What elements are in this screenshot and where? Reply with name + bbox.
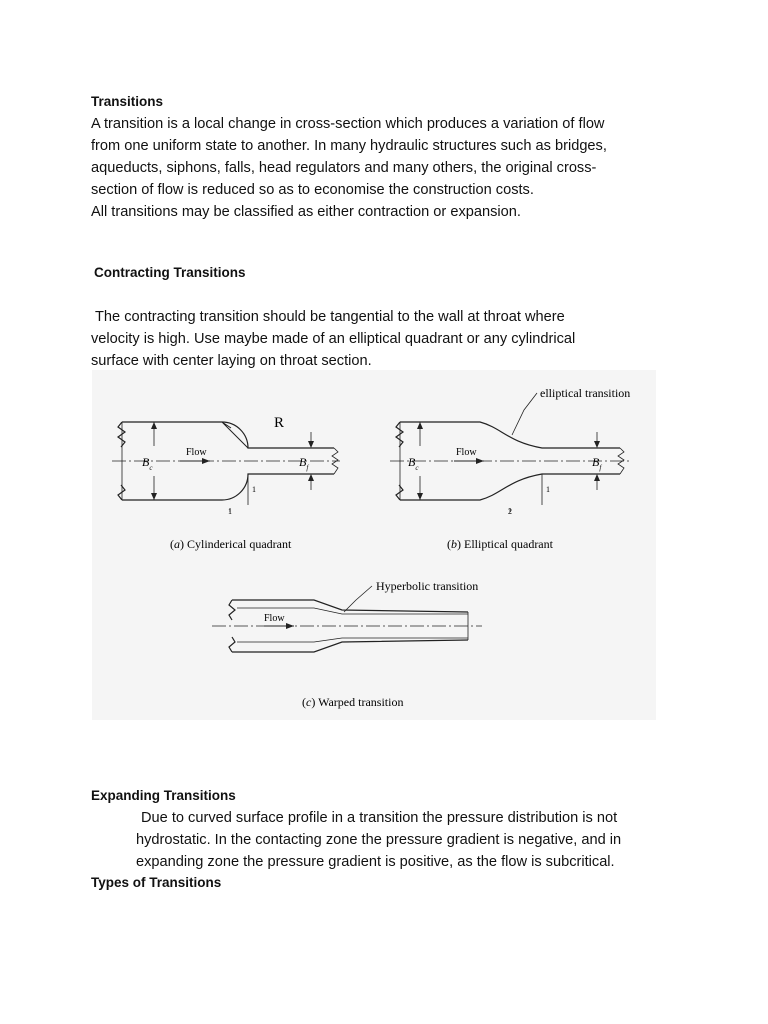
- transitions-figure: [92, 370, 656, 720]
- label-bf-a-sub: f: [306, 464, 309, 472]
- label-r: R: [274, 415, 285, 431]
- caption-b-letter: b: [451, 537, 457, 551]
- heading-expanding-transitions: Expanding Transitions: [91, 788, 236, 803]
- paragraph-line: from one uniform state to another. In many hydraulic structures such as bridges,: [91, 138, 607, 154]
- label-flow-b: Flow: [456, 447, 477, 458]
- section-transitions: [91, 91, 671, 223]
- label-flow-c: Flow: [264, 613, 285, 624]
- label-bf-b-letter: B: [592, 455, 600, 469]
- caption-b: (b) Elliptical quadrant: [447, 537, 553, 551]
- label-bc-a-letter: B: [142, 455, 150, 469]
- caption-c-letter: c: [306, 695, 312, 709]
- caption-a-letter: a: [174, 537, 180, 551]
- paragraph-line: The contracting transition should be tangential to the wall at throat where: [95, 309, 565, 325]
- paragraph-line: hydrostatic. In the contacting zone the pressure gradient is negative, and in: [136, 832, 622, 848]
- section-mark-b-bottom: 2: [508, 507, 512, 516]
- paragraph-line: section of flow is reduced so as to economise the construction costs.: [91, 182, 534, 198]
- caption-c: (c) Warped transition: [302, 695, 404, 709]
- label-flow-a: Flow: [186, 447, 207, 458]
- label-bf-a-letter: B: [299, 455, 307, 469]
- paragraph-expanding: [136, 807, 716, 873]
- label-bc-a-sub: c: [149, 464, 153, 472]
- paragraph-line: A transition is a local change in cross-section which produces a variation of flow: [91, 116, 605, 132]
- caption-c-text: Warped transition: [318, 695, 404, 709]
- heading-transitions: Transitions: [91, 94, 164, 109]
- caption-a-text: Cylinderical quadrant: [187, 537, 292, 551]
- section-mark-a-top: 1: [252, 485, 256, 494]
- paragraph-line: velocity is high. Use maybe made of an elliptical quadrant or any cylindrical: [91, 331, 576, 347]
- section-mark-b-top: 1: [546, 485, 550, 494]
- label-bf-b-sub: f: [599, 464, 602, 472]
- caption-b-text: Elliptical quadrant: [464, 537, 553, 551]
- paragraph-line: expanding zone the pressure gradient is positive, as the flow is subcritical.: [136, 854, 615, 870]
- paragraph-line: Due to curved surface profile in a transition the pressure distribution is not: [141, 810, 618, 826]
- heading-contracting-transitions: Contracting Transitions: [94, 265, 246, 280]
- label-bc-b-sub: c: [415, 464, 419, 472]
- callout-hyperbolic-transition: Hyperbolic transition: [376, 579, 479, 593]
- paragraph-line: All transitions may be classified as either contraction or expansion.: [91, 204, 521, 220]
- heading-types-of-transitions: Types of Transitions: [91, 875, 222, 890]
- paragraph-line: surface with center laying on throat section.: [91, 353, 372, 369]
- callout-elliptical-transition: elliptical transition: [540, 386, 631, 400]
- section-mark-a-bottom: 1: [228, 507, 232, 516]
- paragraph-line: aqueducts, siphons, falls, head regulators and many others, the original cross-: [91, 160, 597, 176]
- caption-a: (a) Cylinderical quadrant: [170, 537, 292, 551]
- label-bc-b-letter: B: [408, 455, 416, 469]
- paragraph-contracting: [91, 306, 671, 372]
